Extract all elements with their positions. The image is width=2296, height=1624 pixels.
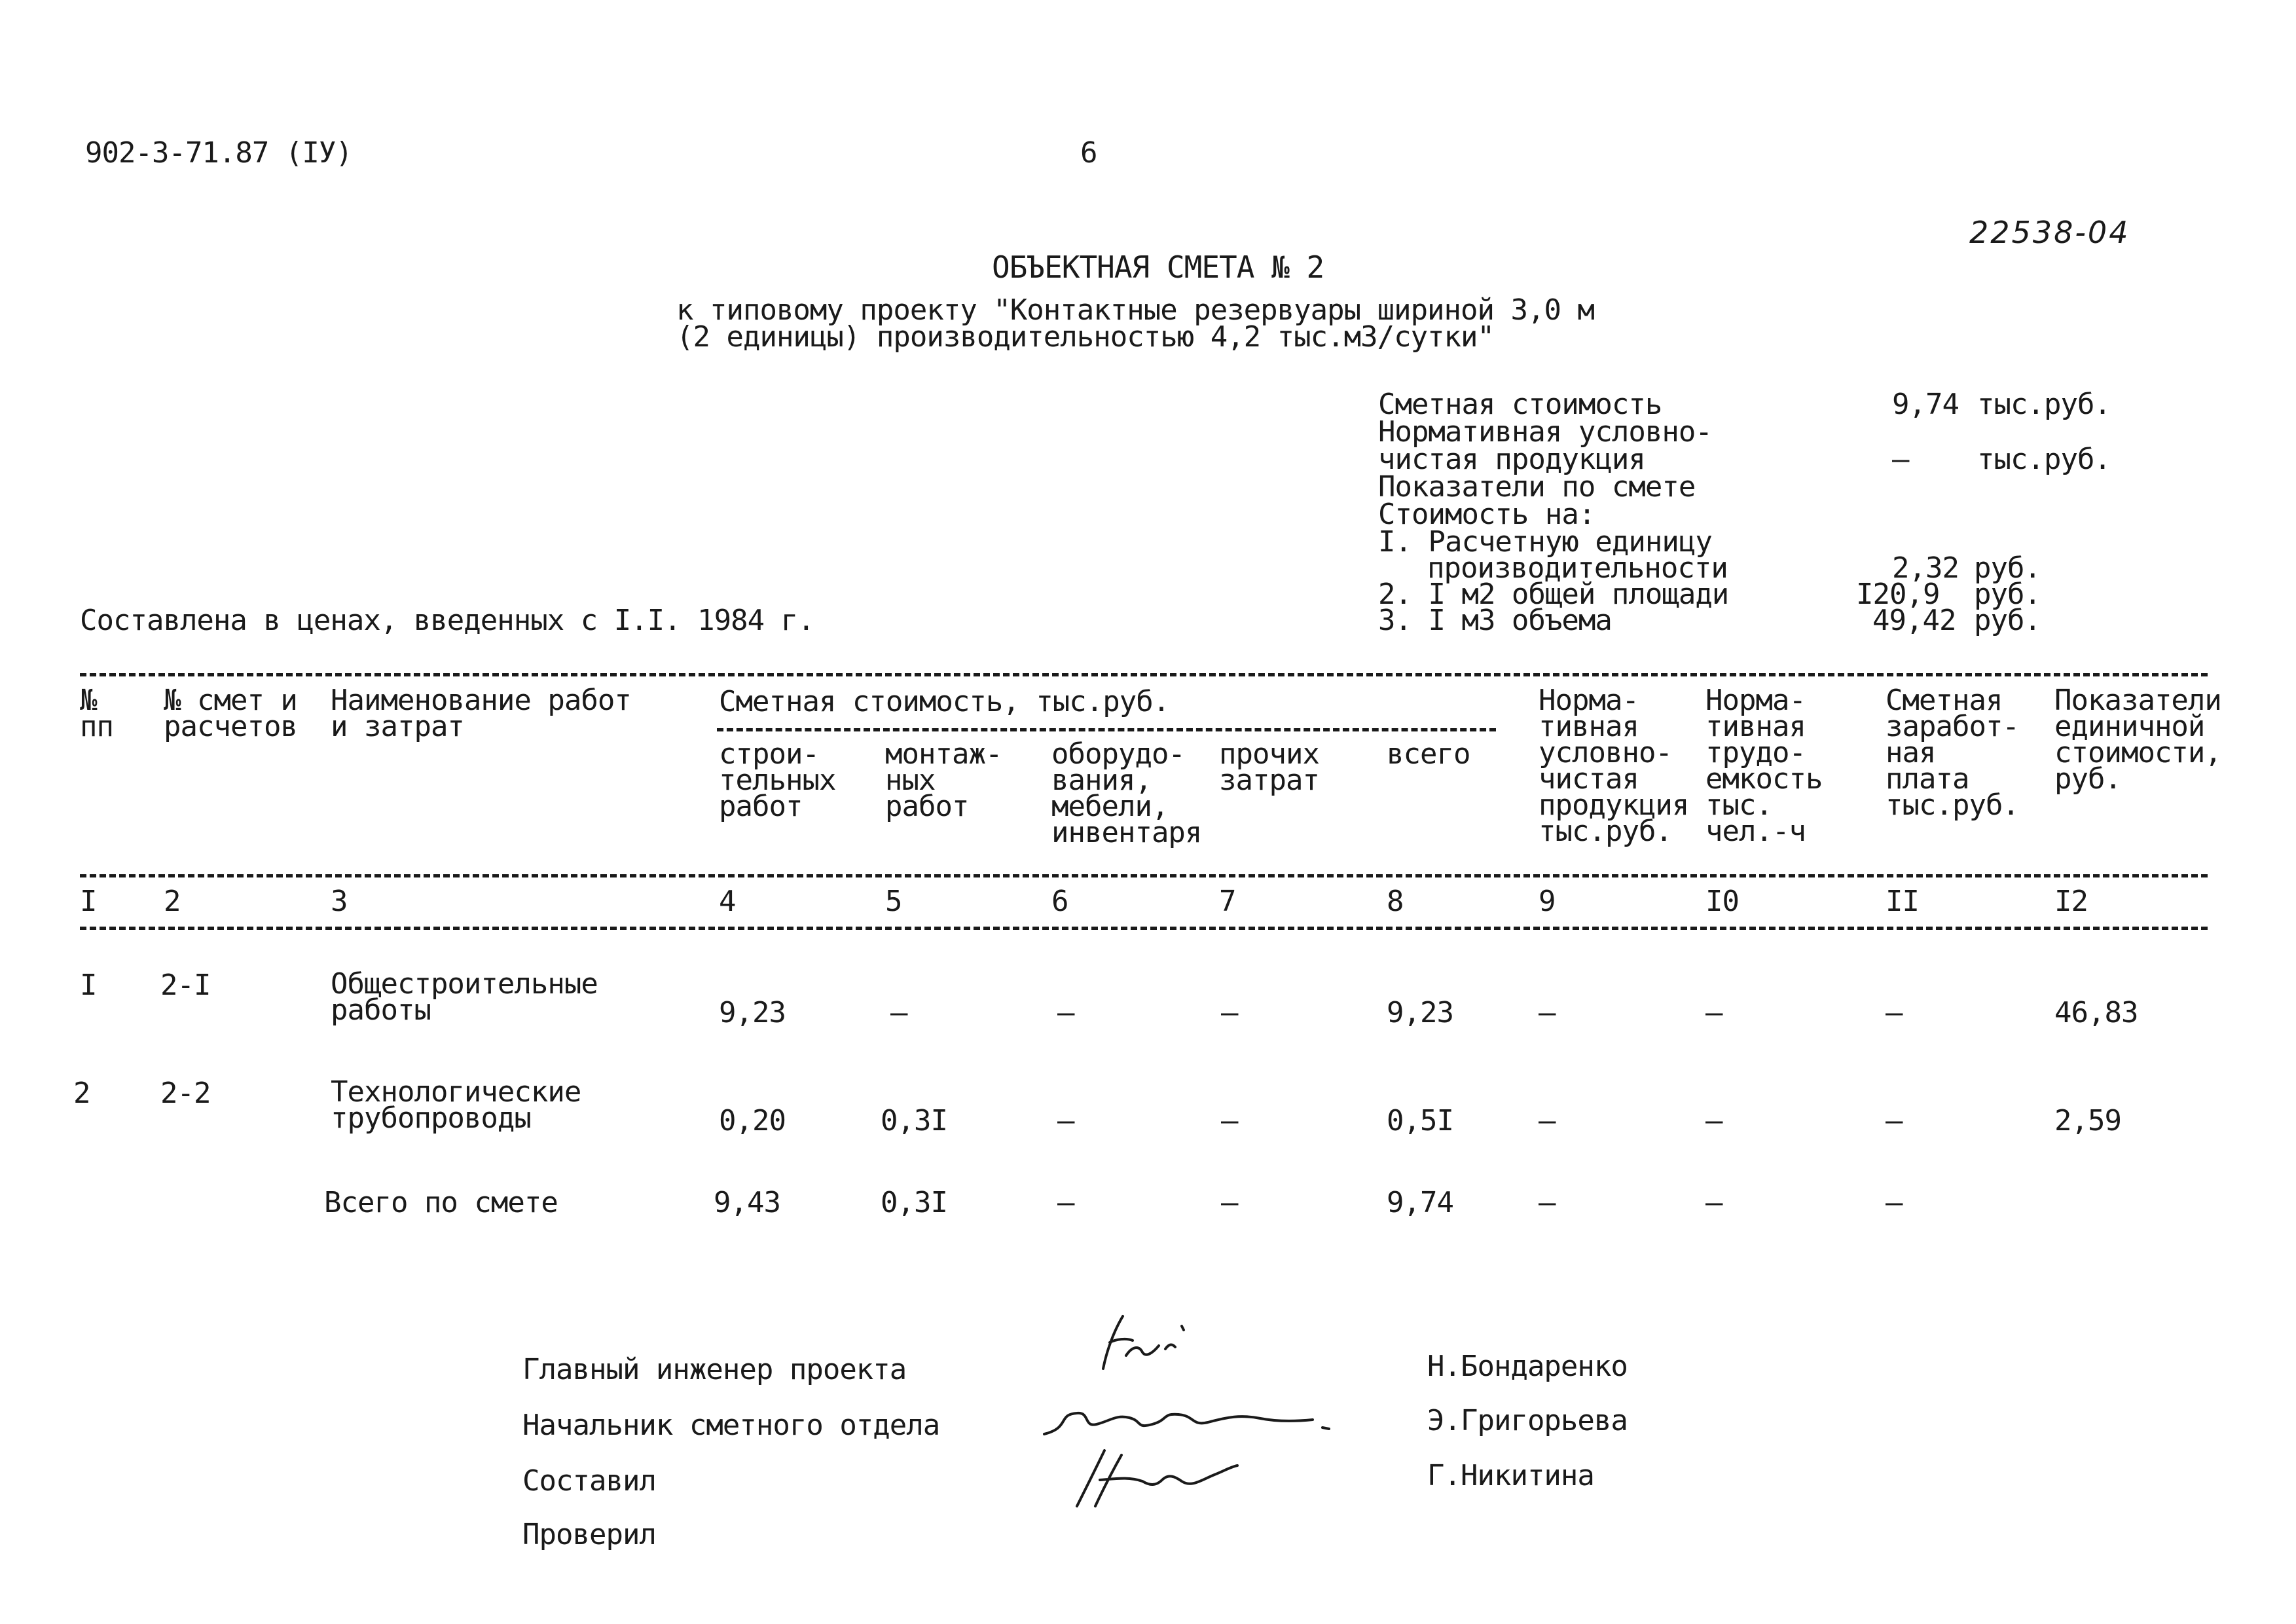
column-number: 4 xyxy=(719,885,736,918)
summary-item1-label-2: производительности xyxy=(1427,551,1728,585)
total-wages: – xyxy=(1886,1186,1903,1219)
total-total: 9,74 xyxy=(1387,1186,1453,1219)
total-labor: – xyxy=(1705,1186,1722,1219)
summary-item1-value: 2,32 xyxy=(1892,551,1959,585)
summary-item3-value: 49,42 xyxy=(1872,604,1956,637)
row-equipment: – xyxy=(1057,1104,1074,1137)
row-labor: – xyxy=(1705,1104,1722,1137)
column-number: I0 xyxy=(1705,885,1739,918)
row-normative: – xyxy=(1539,996,1556,1029)
signature-role: Главный инженер проекта xyxy=(522,1353,907,1386)
row-wages: – xyxy=(1886,996,1903,1029)
row-wages: – xyxy=(1886,1104,1903,1137)
row-total: 9,23 xyxy=(1387,996,1453,1029)
column-number: 6 xyxy=(1051,885,1068,918)
handwritten-signature xyxy=(1064,1441,1254,1513)
row-work-name: Общестроительные работы xyxy=(331,967,598,1027)
handwritten-signature xyxy=(1087,1306,1218,1378)
signature-name: Н.Бондаренко xyxy=(1427,1350,1628,1383)
column-number: 3 xyxy=(331,885,348,918)
row-equipment: – xyxy=(1057,996,1074,1029)
signature-role: Начальник сметного отдела xyxy=(522,1409,940,1442)
page-number: 6 xyxy=(1080,136,1097,170)
summary-item2-unit: руб. xyxy=(1974,578,2041,611)
header-equipment: оборудо- вания, мебели, инвентаря xyxy=(1051,737,1202,849)
summary-item2-value: I20,9 xyxy=(1856,578,1940,611)
total-installation: 0,3I xyxy=(881,1186,947,1219)
signature-role: Проверил xyxy=(522,1518,656,1551)
column-number: I xyxy=(80,885,97,918)
row-unit-cost: 2,59 xyxy=(2054,1104,2121,1137)
summary-indicators-label: Показатели по смете xyxy=(1378,470,1696,504)
signature-role: Составил xyxy=(522,1464,656,1498)
row-normative: – xyxy=(1539,1104,1556,1137)
summary-cost-per-label: Стоимость на: xyxy=(1378,498,1595,531)
row-construction: 0,20 xyxy=(719,1104,786,1137)
summary-normative-label-1: Нормативная условно- xyxy=(1378,415,1712,449)
table-top-rule xyxy=(80,673,2208,676)
prices-note: Составлена в ценах, введенных с I.I. 1984 г. xyxy=(80,604,814,637)
total-equipment: – xyxy=(1057,1186,1074,1219)
summary-estimated-cost-label: Сметная стоимость xyxy=(1378,388,1662,421)
row-other: – xyxy=(1221,1104,1238,1137)
summary-normative-unit: тыс.руб. xyxy=(1977,443,2111,476)
row-estimate-number: 2-I xyxy=(160,969,211,1002)
summary-normative-value: – xyxy=(1892,443,1909,476)
project-title-line1: к типовому проекту "Контактные резервуары шириной 3,0 м xyxy=(676,293,1594,327)
header-normative-product: Норма- тивная условно- чистая продукция тыс.руб. xyxy=(1539,684,1689,848)
row-work-name: Технологические трубопроводы xyxy=(331,1075,581,1135)
row-number: I xyxy=(80,969,97,1002)
estimate-title: ОБЪЕКТНАЯ СМЕТА № 2 xyxy=(992,249,1324,285)
summary-normative-label-2: чистая продукция xyxy=(1378,443,1645,476)
column-numbers-rule xyxy=(80,927,2208,930)
row-construction: 9,23 xyxy=(719,996,786,1029)
summary-item3-unit: руб. xyxy=(1974,604,2041,637)
summary-item1-unit: руб. xyxy=(1974,551,2041,585)
column-number: I2 xyxy=(2054,885,2088,918)
column-number: 7 xyxy=(1219,885,1236,918)
project-title-line2: (2 единицы) производительностью 4,2 тыс.м3/сутки" xyxy=(676,320,1495,354)
header-total: всего xyxy=(1387,737,1470,771)
summary-item2-label: 2. I м2 общей площади xyxy=(1378,578,1729,611)
header-estimate-no: № смет и расчетов xyxy=(164,684,297,743)
header-work-name: Наименование работ и затрат xyxy=(331,684,631,743)
summary-item3-label: 3. I м3 объема xyxy=(1378,604,1612,637)
summary-item1-label-1: I. Расчетную единицу xyxy=(1378,525,1712,559)
signature-name: Э.Григорьева xyxy=(1427,1404,1628,1437)
row-unit-cost: 46,83 xyxy=(2054,996,2138,1029)
column-number: 8 xyxy=(1387,885,1404,918)
column-number: 5 xyxy=(885,885,902,918)
row-labor: – xyxy=(1705,996,1722,1029)
header-construction: строи- тельных работ xyxy=(719,737,836,823)
summary-estimated-cost-unit: тыс.руб. xyxy=(1977,388,2111,421)
document-code: 902-3-71.87 (IУ) xyxy=(85,136,352,170)
column-number: II xyxy=(1886,885,1919,918)
row-other: – xyxy=(1221,996,1238,1029)
handwritten-signature xyxy=(1031,1388,1345,1447)
column-number: 9 xyxy=(1539,885,1556,918)
total-normative: – xyxy=(1539,1186,1556,1219)
cost-group-rule xyxy=(717,728,1496,731)
column-number: 2 xyxy=(164,885,181,918)
header-installation: монтаж- ных работ xyxy=(885,737,1002,823)
row-installation: 0,3I xyxy=(881,1104,947,1137)
archive-number: 22538-04 xyxy=(1969,215,2130,250)
header-bottom-rule xyxy=(80,874,2208,877)
header-cost-group: Сметная стоимость, тыс.руб. xyxy=(719,685,1170,718)
total-other: – xyxy=(1221,1186,1238,1219)
header-labor: Норма- тивная трудо- емкость тыс. чел.-ч xyxy=(1705,684,1823,848)
total-construction: 9,43 xyxy=(714,1186,780,1219)
header-wages: Сметная заработ- ная плата тыс.руб. xyxy=(1886,684,2019,822)
signature-name: Г.Никитина xyxy=(1427,1459,1594,1492)
header-other: прочих затрат xyxy=(1219,737,1319,797)
row-total: 0,5I xyxy=(1387,1104,1453,1137)
total-row-label: Всего по смете xyxy=(324,1186,558,1219)
header-no: № пп xyxy=(80,684,113,743)
row-estimate-number: 2-2 xyxy=(160,1077,211,1110)
row-number: 2 xyxy=(73,1077,90,1110)
summary-estimated-cost-value: 9,74 xyxy=(1892,388,1959,421)
header-unit-cost: Показатели единичной стоимости, руб. xyxy=(2054,684,2221,796)
row-installation: – xyxy=(890,996,907,1029)
